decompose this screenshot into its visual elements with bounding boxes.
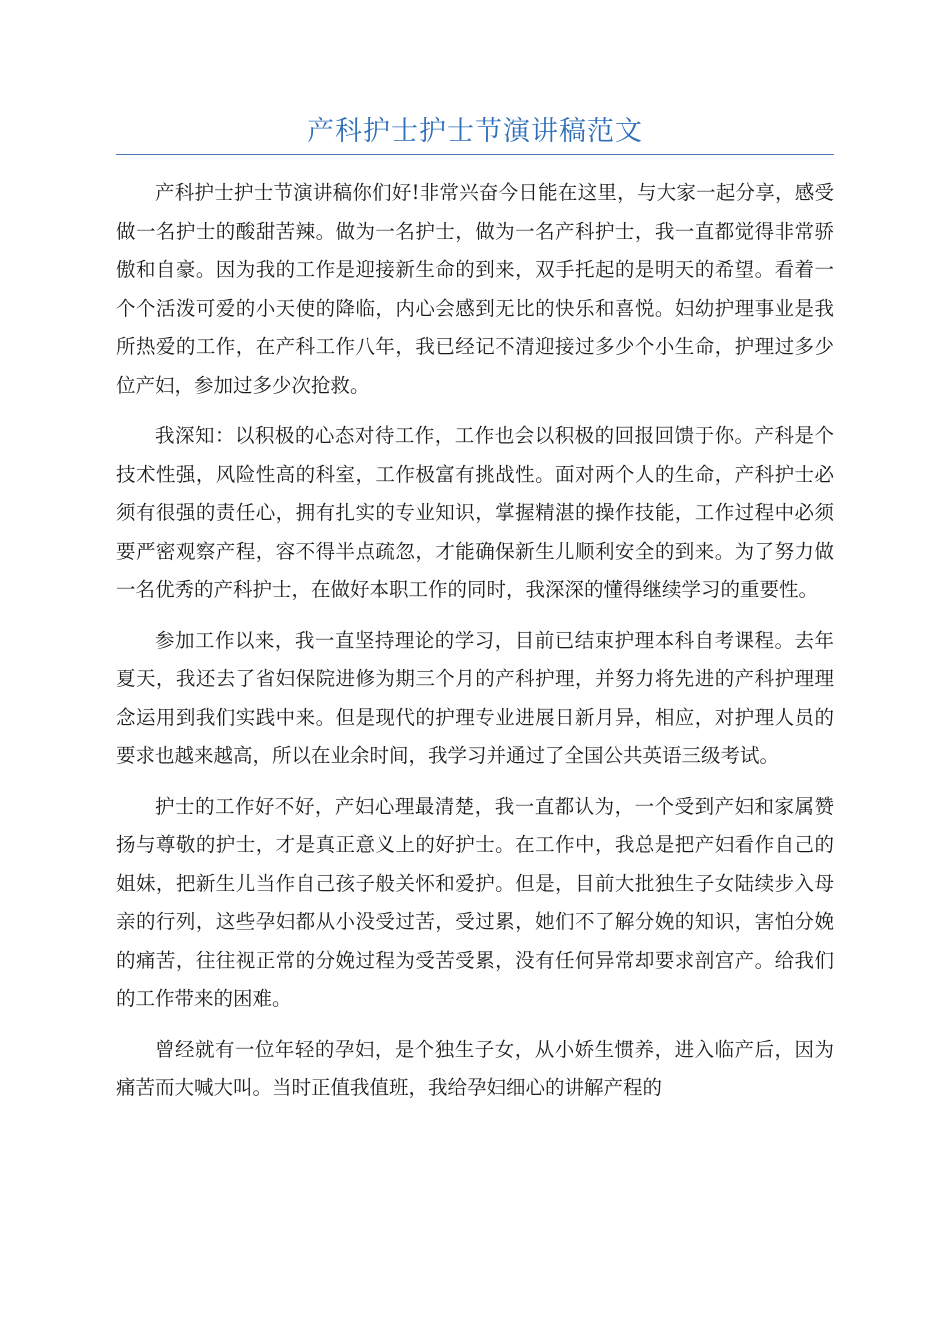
document-body — [116, 174, 834, 1120]
paragraph-5: 曾经就有一位年轻的孕妇，是个独生子女，从小娇生惯养，进入临产后，因为痛苦而大喊大叫。当时正值我值班，我给孕妇细心的讲解产程的 — [116, 1037, 834, 1099]
paragraph-1: 产科护士护士节演讲稿你们好!非常兴奋今日能在这里，与大家一起分享，感受做一名护士的酸甜苦辣。做为一名护士，做为一名产科护士，我一直都觉得非常骄傲和自豪。因为我的工作是迎接新生命的到来，双手托起的是明天的希望。看着一个个活泼可爱的小天使的降临，内心会感到无比的快乐和喜悦。妇幼护理事业是我所热爱的工作，在产科工作八年，我已经记不清迎接过多少个小生命，护理过多少位产妇，参加过多少次抢救。 — [116, 181, 834, 397]
paragraph-4: 护士的工作好不好，产妇心理最清楚，我一直都认为，一个受到产妇和家属赞扬与尊敬的护士，才是真正意义上的好护士。在工作中，我总是把产妇看作自己的姐妹，把新生儿当作自己孩子般关怀和爱护。但是，目前大批独生子女陆续步入母亲的行列，这些孕妇都从小没受过苦，受过累，她们不了解分娩的知识，害怕分娩的痛苦，往往视正常的分娩过程为受苦受累，没有任何异常却要求剖宫产。给我们的工作带来的困难。 — [116, 794, 834, 1010]
paragraph-3: 参加工作以来，我一直坚持理论的学习，目前已结束护理本科自考课程。去年夏天，我还去了省妇保院进修为期三个月的产科护理，并努力将先进的产科护理理念运用到我们实践中来。但是现代的护理专业进展日新月异，相应，对护理人员的要求也越来越高，所以在业余时间，我学习并通过了全国公共英语三级考试。 — [116, 628, 834, 767]
paragraph-2: 我深知：以积极的心态对待工作，工作也会以积极的回报回馈于你。产科是个技术性强，风险性高的科室，工作极富有挑战性。面对两个人的生命，产科护士必须有很强的责任心，拥有扎实的专业知识，掌握精湛的操作技能，工作过程中必须要严密观察产程，容不得半点疏忽，才能确保新生儿顺利安全的到来。为了努力做一名优秀的产科护士，在做好本职工作的同时，我深深的懂得继续学习的重要性。 — [116, 424, 834, 601]
document-title: 产科护士护士节演讲稿范文 — [307, 116, 643, 147]
title-underline — [116, 154, 834, 155]
